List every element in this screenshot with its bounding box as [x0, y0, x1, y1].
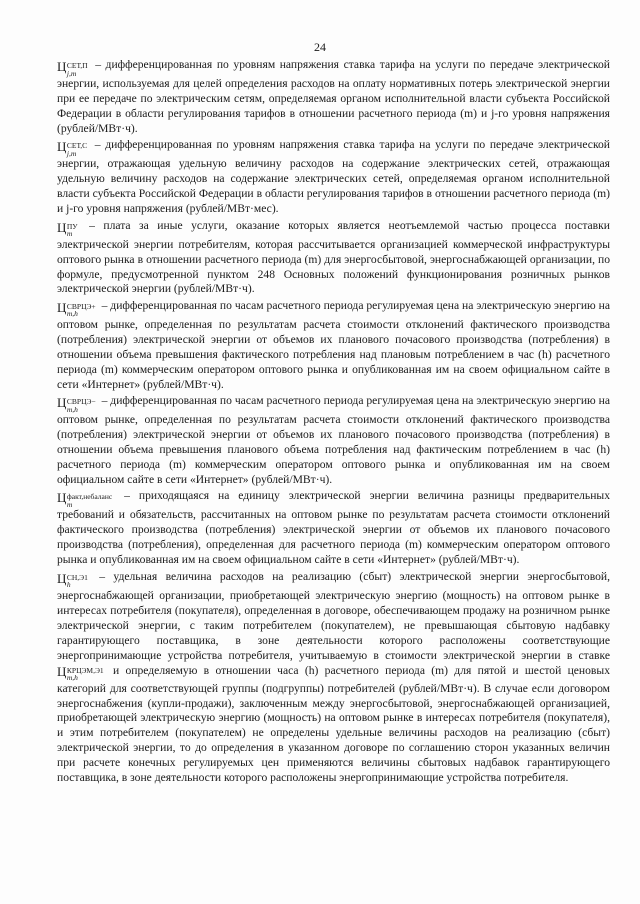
math-symbol [57, 491, 112, 508]
page-number: 24 [314, 40, 326, 54]
definition-text-after: и определяемую в отношении часа (h) расчетного периода (m) для пятой и шестой ценовых категорий для соответствующей группы (подгруппы) потребителей (рублей/МВт·ч). В случае если договором энергоснабжения (купли-продажи), заключенным между энергосбытовой, энергоснабжающей организацией, приобретающей электрическую энергию (мощность) на оптовом рынке в интересах потребителя (покупателя), и этим потребителем (покупателем) не определены удельные величины расходов на реализацию (сбыт) электрической энергии, то до определения в указанном договоре по соглашению сторон указанных величин при расчете конечных регулируемых цен применяются величины сбытовых надбавок гарантирующего поставщика, в зоне деятельности которого расположены энергопринимающие устройства потребителя. [57, 663, 610, 785]
symbol-superscript: факт,небаланс [66, 492, 113, 502]
math-symbol [57, 221, 78, 238]
symbol-base: Ц [57, 299, 67, 315]
symbol-subscript: m [66, 499, 73, 509]
symbol-base: Ц [57, 219, 67, 235]
symbol-superscript: ПУ [66, 221, 78, 231]
definition-text: – дифференцированная по уровням напряжения ставка тарифа на услуги по передаче электрической энергии, отражающая удельную величину расходов на содержание электрических сетей, отражающая удельную величину расходов на содержание электрических сетей, определяемая органом исполнительной власти субъекта Российской Федерации в области регулирования тарифов в отношении расчетного периода (m) и j-го уровня напряжения (рублей/МВт·мес). [57, 138, 610, 216]
symbol-subscript: m,h [66, 404, 78, 414]
symbol-superscript: СЕТ,П [66, 61, 88, 70]
symbol-base: Ц [57, 395, 67, 411]
definition-paragraph [57, 489, 610, 568]
math-symbol [57, 572, 88, 589]
definition-text: – дифференцированная по часам расчетного периода регулируемая цена на электрическую энергию на оптовом рынке, определенная по результатам расчета стоимости отклонений фактического производства (потребления) электрической энергии от объемов их планового почасового производства (потребления) в отношении объема превышения фактического потребления над плановым потреблением в час (h) расчетного периода (m) коммерческим оператором оптового рынка и опубликованная им на своем официальном сайте в сети «Интернет» (рублей/МВт·ч). [57, 298, 610, 391]
definition-paragraph [57, 219, 610, 298]
symbol-subscript: j,m [66, 68, 77, 78]
symbol-base: Ц [57, 490, 67, 506]
symbol-subscript: m [66, 229, 73, 239]
symbol-superscript: СЕТ,С [66, 141, 88, 151]
symbol-subscript: h [66, 580, 71, 590]
symbol-subscript: m,h [66, 309, 78, 319]
definition-paragraph [57, 299, 610, 393]
definition-text: – приходящаяся на единицу электрической энергии величина разницы предварительных требований и обязательств, рассчитанных на оптовом рынке по результатам расчета стоимости отклонений фактического производства (потребления) электрической энергии от объемов их планового почасового производства (потребления), определенная для расчетного периода (m) коммерческим оператором оптового рынка и опубликованная им на своем официальном сайте в сети «Интернет» (рублей/МВт·ч). [57, 489, 611, 567]
symbol-base: Ц [57, 139, 67, 155]
definition-text: – плата за иные услуги, оказание которых является неотъемлемой частью процесса поставки электрической энергии потребителям, которая рассчитывается организацией коммерческой инфраструктуры оптового рынка в отношении расчетного периода (m) для энергосбытовой, энергоснабжающей организации, по формуле, предусмотренной пунктом 248 Основных положений функционирования розничных рынков электрической энергии (рублей/МВт·ч). [57, 218, 610, 296]
symbol-subscript: m,h [66, 673, 78, 683]
inline-math-symbol [57, 665, 104, 682]
definition-paragraph [57, 58, 610, 137]
definition-text: – дифференцированная по часам расчетного периода регулируемая цена на электрическую энергию на оптовом рынке, определенная по результатам расчета стоимости отклонений фактического производства (потребления) электрической энергии от объемов их планового почасового производства (потребления) в отношении объема превышения планового объема потребления над фактическим потреблением в час (h) расчетного периода (m) коммерческим оператором оптового рынка и опубликованная им на своем официальном сайте в сети «Интернет» (рублей/МВт·ч). [57, 394, 610, 487]
math-symbol [57, 396, 96, 413]
definition-text: – дифференцированная по уровням напряжения ставка тарифа на услуги по передаче электрической энергии, используемая для целей определения расходов на оплату нормативных потерь электрической энергии при ее передаче по электрическим сетям, определяемая органом исполнительной власти субъекта Российской Федерации в области регулирования тарифов в отношении расчетного периода (m) и j-го уровня напряжения (рублей/МВт·ч). [57, 58, 610, 135]
definition-paragraph [57, 138, 610, 217]
symbol-subscript: j,m [66, 148, 77, 158]
document-body [57, 58, 610, 788]
math-symbol [57, 140, 87, 157]
symbol-superscript: СВРЦЭ− [66, 397, 96, 407]
definition-paragraph [57, 570, 610, 786]
symbol-superscript: СН,Э1 [66, 572, 88, 582]
definition-text-before: – удельная величина расходов на реализацию (сбыт) электрической энергии энергосбытовой, энергоснабжающей организации, приобретающей электрическую энергию (мощность) на оптовом рынке в интересах потребителя (покупателя), определенная в договоре, обеспечивающем продажу на розничном рынке электрической энергии, с таким потребителем (покупателем), не превышающая сбытовую надбавку гарантирующего поставщика, в зоне деятельности которого расположены соответствующие энергопринимающие устройства потребителя, учитываемую в стоимости электрической энергии в ставке [57, 569, 610, 662]
symbol-base: Ц [57, 570, 67, 586]
definition-paragraph [57, 394, 610, 488]
math-symbol [57, 301, 96, 318]
symbol-base: Ц [57, 663, 67, 679]
symbol-base: Ц [57, 59, 67, 74]
symbol-superscript: КРЦЭМ,Э1 [66, 665, 104, 675]
symbol-superscript: СВРЦЭ+ [66, 301, 96, 311]
math-symbol [57, 60, 88, 77]
